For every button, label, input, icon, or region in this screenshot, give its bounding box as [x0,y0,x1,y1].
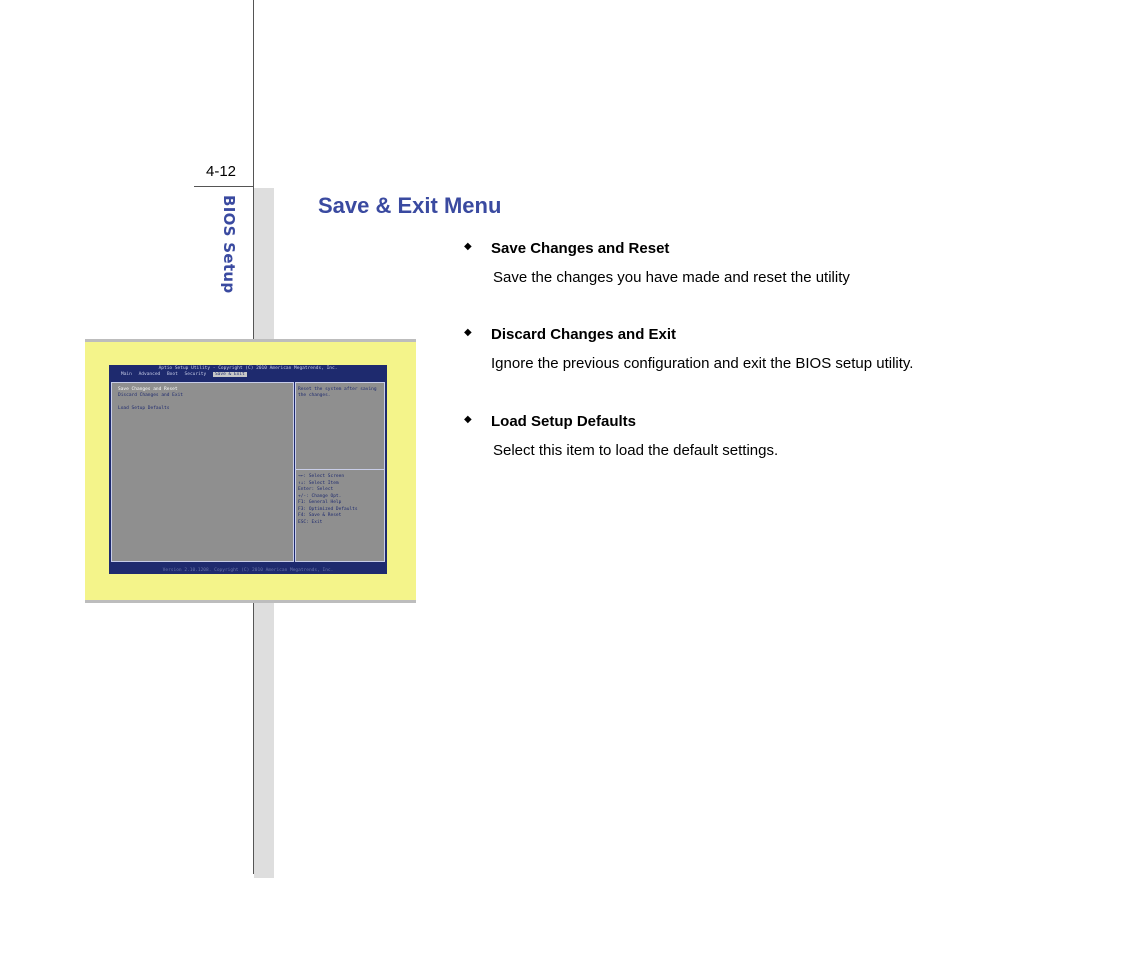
bios-tab-bar [121,372,251,377]
bios-tab-boot[interactable]: Boot [166,372,178,377]
page-number-rule [194,186,254,187]
bios-key-legend [298,474,358,526]
bios-help-panel [295,382,385,562]
diamond-bullet-icon: ◆ [464,327,472,338]
chapter-side-title: BIOS Setup [220,195,238,294]
bios-tab-advanced[interactable]: Advanced [138,372,161,377]
bios-menu-item[interactable]: Discard Changes and Exit [118,393,184,398]
diamond-bullet-icon: ◆ [464,414,472,425]
bios-menu-panel [111,382,294,562]
diamond-bullet-icon: ◆ [464,241,472,252]
bios-help-divider [296,469,384,470]
bios-footer: Version 2.10.1208. Copyright (C) 2010 American Megatrends, Inc. [162,568,334,573]
item-title: Discard Changes and Exit [491,326,677,343]
section-heading: Save & Exit Menu [318,193,502,218]
bios-key-line: ↑↓: Select Item [298,480,339,486]
bios-menu-item[interactable]: Save Changes and Reset [118,387,178,392]
bios-help-line: the changes. [298,393,331,398]
bios-title: Aptio Setup Utility - Copyright (C) 2010 American Megatrends, Inc. [158,366,338,371]
bios-key-line: F4: Save & Reset [298,513,342,518]
bios-key-line: F1: General Help [298,500,342,505]
item-title: Save Changes and Reset [491,240,670,257]
bios-key-line: +/-: Change Opt. [298,493,342,499]
item-description: Ignore the previous configuration and exit the BIOS setup utility. [491,355,914,372]
bios-help-text [298,387,377,399]
bios-key-line: F3: Optimized Defaults [298,506,358,512]
item-description: Save the changes you have made and reset the utility [493,269,850,286]
page-number: 4-12 [206,163,237,180]
bios-menu-item[interactable]: Load Setup Defaults [118,406,170,411]
bios-key-line: ESC: Exit [298,519,323,525]
bios-screenshot [109,365,387,574]
bios-key-line: →←: Select Screen [298,474,345,479]
bios-help-line: Reset the system after saving [298,387,377,392]
item-title: Load Setup Defaults [491,413,637,430]
bios-key-line: Enter: Select [298,487,334,492]
bios-tab-main[interactable]: Main [121,372,132,377]
item-description: Select this item to load the default settings. [493,442,779,459]
bios-tab-security[interactable]: Security [184,372,207,377]
bios-tab-save-exit[interactable]: Save & Exit [214,372,245,377]
